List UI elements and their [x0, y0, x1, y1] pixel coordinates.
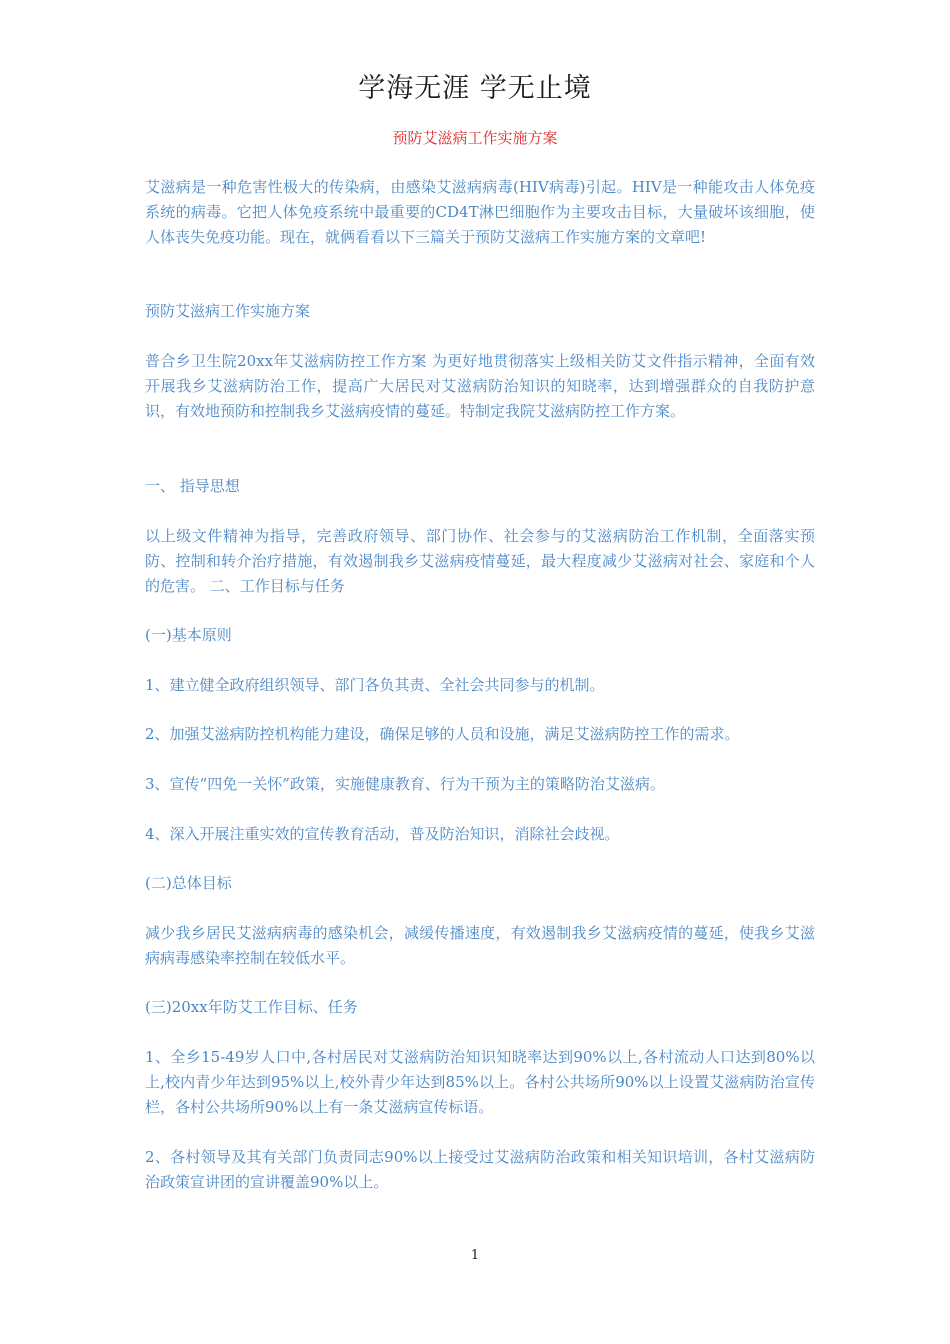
list-item: 4、深入开展注重实效的宣传教育活动，普及防治知识，消除社会歧视。 — [145, 825, 620, 843]
page-number: 1 — [470, 1248, 480, 1263]
subsection-heading: (三)20xx年防艾工作目标、任务 — [145, 998, 358, 1016]
paragraph: 以上级文件精神为指导，完善政府领导、部门协作、社会参与的艾滋病防治工作机制，全面落实预防、控制和转介治疗措施，有效遏制我乡艾滋病疫情蔓延，最大程度减少艾滋病对社会、家庭和个人的危害。 二、工作目标与任务 — [145, 527, 815, 595]
list-item: 1、全乡15-49岁人口中,各村居民对艾滋病防治知识知晓率达到90%以上,各村流动人口达到80%以上,校内青少年达到95%以上,校外青少年达到85%以上。各村公共场所90%以上设置艾滋病防治宣传栏，各村公共场所90%以上有一条艾滋病宣传标语。 — [145, 1048, 815, 1116]
section-heading: 预防艾滋病工作实施方案 — [145, 302, 311, 320]
subsection-heading: (二)总体目标 — [145, 874, 232, 892]
paragraph: 减少我乡居民艾滋病病毒的感染机会，减缓传播速度，有效遏制我乡艾滋病疫情的蔓延，使我乡艾滋病病毒感染率控制在较低水平。 — [145, 924, 815, 967]
subsection-heading: (一)基本原则 — [145, 626, 232, 644]
intro-paragraph: 艾滋病是一种危害性极大的传染病，由感染艾滋病病毒(HIV病毒)引起。HIV是一种能攻击人体免疫系统的病毒。它把人体免疫系统中最重要的CD4T淋巴细胞作为主要攻击目标，大量破坏该细胞，使人体丧失免疫功能。现在，就俩看看以下三篇关于预防艾滋病工作实施方案的文章吧! — [145, 178, 815, 246]
list-item: 1、建立健全政府组织领导、部门各负其责、全社会共同参与的机制。 — [145, 676, 605, 694]
list-item: 2、加强艾滋病防控机构能力建设，确保足够的人员和设施，满足艾滋病防控工作的需求。 — [145, 725, 740, 743]
paragraph: 普合乡卫生院20xx年艾滋病防控工作方案 为更好地贯彻落实上级相关防艾文件指示精神，全面有效开展我乡艾滋病防治工作，提高广大居民对艾滋病防治知识的知晓率，达到增强群众的自我防护意识，有效地预防和控制我乡艾滋病疫情的蔓延。特制定我院艾滋病防控工作方案。 — [145, 352, 815, 420]
section-heading: 一、 指导思想 — [145, 477, 240, 495]
header-title: 学海无涯 学无止境 — [358, 73, 592, 104]
list-item: 3、宣传“四免一关怀”政策，实施健康教育、行为干预为主的策略防治艾滋病。 — [145, 775, 665, 793]
list-item: 2、各村领导及其有关部门负责同志90%以上接受过艾滋病防治政策和相关知识培训，各村艾滋病防治政策宣讲团的宣讲覆盖90%以上。 — [145, 1148, 815, 1191]
document-title: 预防艾滋病工作实施方案 — [392, 129, 558, 147]
